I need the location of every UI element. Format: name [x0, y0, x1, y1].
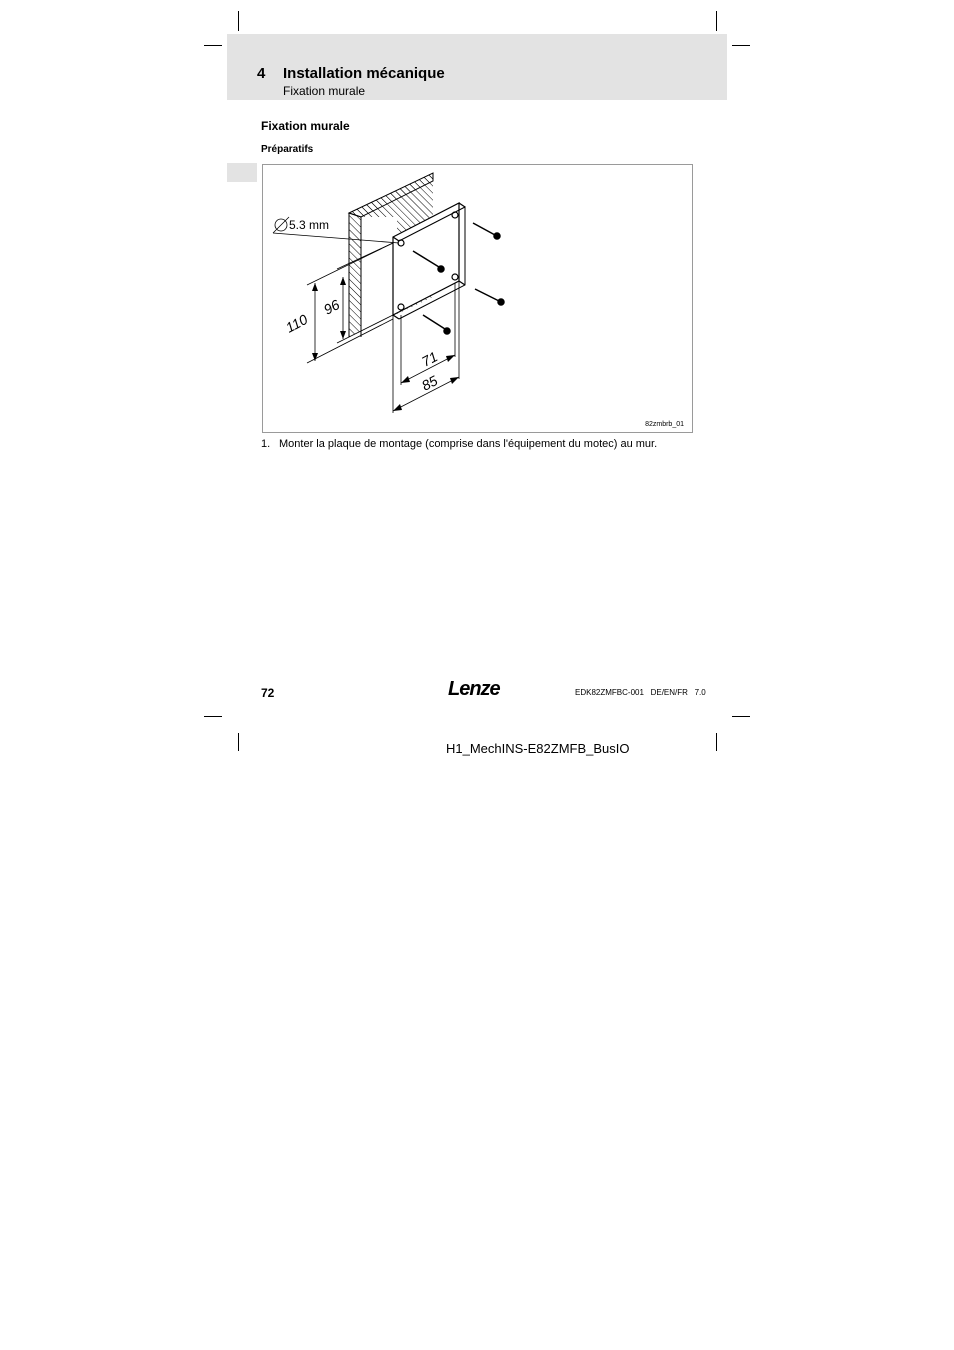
step-number: 1.: [261, 438, 271, 450]
chapter-title: Installation mécanique: [283, 65, 445, 82]
job-name: H1_MechINS-E82ZMFB_BusIO: [446, 741, 630, 756]
crop-mark: [732, 45, 750, 46]
dimension-85: 85: [418, 372, 441, 394]
chapter-number: 4: [257, 65, 266, 82]
crop-mark: [238, 11, 239, 31]
crop-mark: [716, 733, 717, 751]
crop-mark: [732, 716, 750, 717]
section-title: Fixation murale: [261, 119, 350, 133]
hole-diameter-label: 5.3 mm: [289, 218, 330, 232]
step-text: Monter la plaque de montage (comprise dans l'équipement du motec) au mur.: [279, 438, 658, 450]
document-code: EDK82ZMFBC-001 DE/EN/FR 7.0: [575, 688, 706, 697]
crop-mark: [716, 11, 717, 31]
crop-mark: [238, 733, 239, 751]
lenze-logo: Lenze: [448, 678, 500, 700]
chapter-subtitle: Fixation murale: [283, 84, 366, 98]
crop-mark: [204, 716, 222, 717]
dimension-110: 110: [282, 311, 311, 336]
crop-mark: [204, 45, 222, 46]
mounting-figure: [262, 164, 693, 433]
dimension-71: 71: [418, 348, 441, 370]
side-tab: [227, 163, 257, 182]
page-number: 72: [261, 686, 275, 700]
mounting-drawing: [263, 165, 694, 434]
dimension-96: 96: [320, 296, 343, 318]
subsection-title: Préparatifs: [261, 144, 314, 155]
figure-reference: 82zmbrb_01: [645, 421, 684, 428]
step-item: [261, 438, 657, 450]
